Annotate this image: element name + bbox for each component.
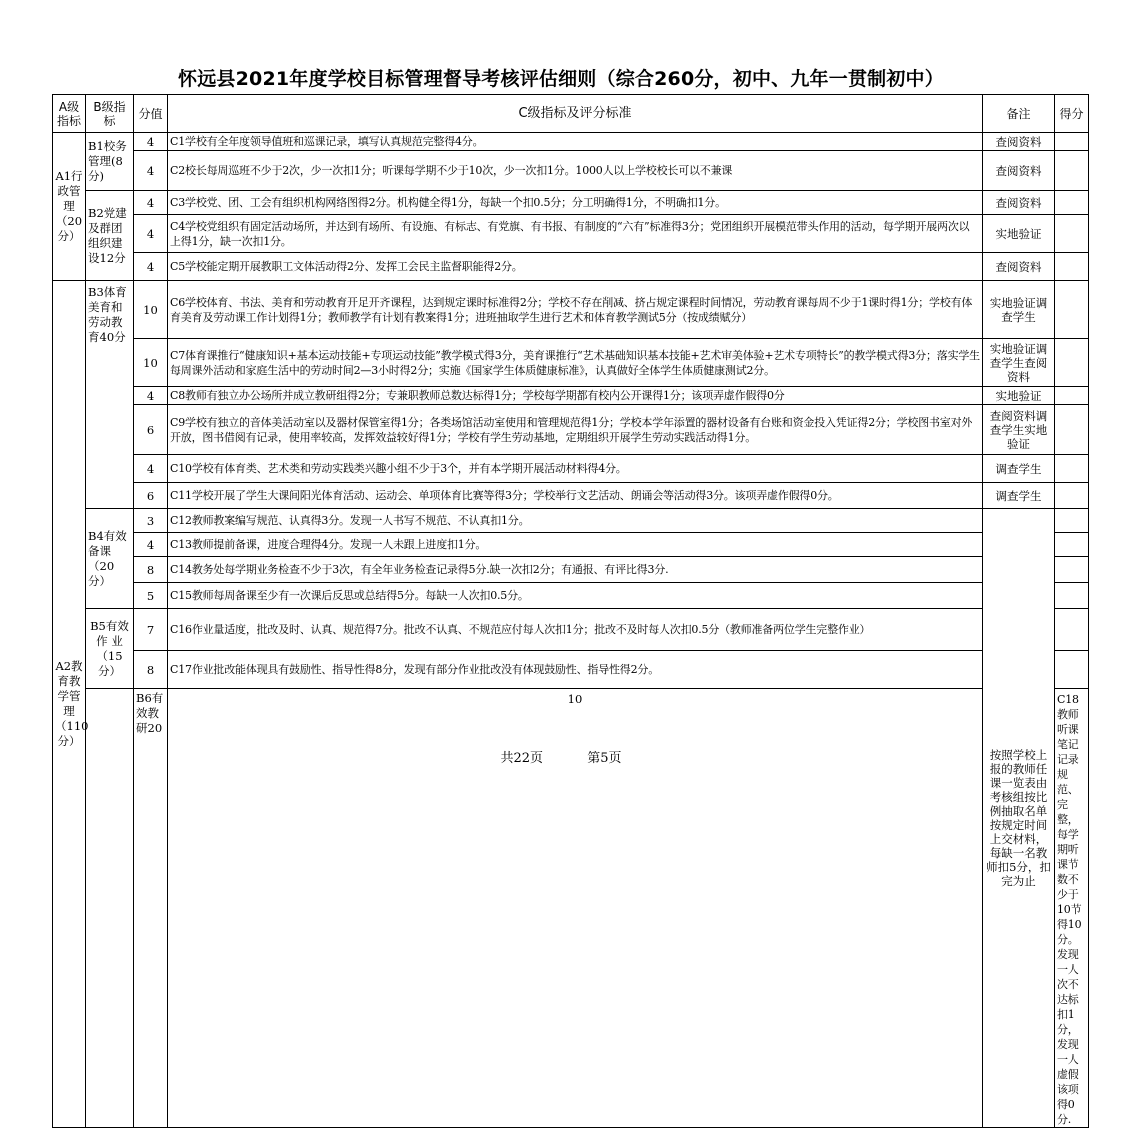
note-cell: 实地验证	[983, 387, 1055, 405]
score-input-cell[interactable]	[1055, 387, 1089, 405]
table-row	[53, 281, 1089, 339]
table-row	[53, 387, 1089, 405]
score-input-cell[interactable]	[1055, 253, 1089, 281]
header-c-level: C级指标及评分标准	[168, 95, 983, 133]
score-cell: 4	[134, 387, 168, 405]
criteria-cell: C1学校有全年度领导值班和巡课记录，填写认真规范完整得4分。	[168, 133, 983, 151]
score-cell: 4	[134, 151, 168, 191]
b-group-label: B1校务管理(8分)	[86, 133, 134, 191]
table-row	[53, 191, 1089, 215]
page-footer	[0, 747, 1122, 766]
score-input-cell[interactable]	[1055, 651, 1089, 689]
header-note: 备注	[983, 95, 1055, 133]
score-input-cell[interactable]	[1055, 609, 1089, 651]
criteria-cell: C2校长每周巡班不少于2次，少一次扣1分；听课每学期不少于10次，少一次扣1分。1000人以上学校校长可以不兼课	[168, 151, 983, 191]
score-cell: 8	[134, 557, 168, 583]
table-row	[53, 253, 1089, 281]
score-cell: 4	[134, 133, 168, 151]
header-a-level: A级指标	[53, 95, 86, 133]
header-score: 分值	[134, 95, 168, 133]
score-input-cell[interactable]	[1055, 133, 1089, 151]
b-group-label: B3体育美育和劳动教育40分	[86, 281, 134, 509]
score-input-cell[interactable]	[1055, 339, 1089, 387]
score-cell: 10	[168, 689, 983, 1128]
score-input-cell[interactable]	[1055, 509, 1089, 533]
b-group-label: B4有效备课（20分）	[86, 509, 134, 609]
score-cell: 10	[134, 281, 168, 339]
note-cell: 实地验证	[983, 215, 1055, 253]
table-row	[53, 557, 1089, 583]
score-cell: 6	[134, 483, 168, 509]
criteria-cell: C7体育课推行“健康知识+基本运动技能+专项运动技能”教学模式得3分，美育课推行“艺术基础知识基本技能+艺术审美体验+艺术专项特长”的教学模式得3分；落实学生每周课外活动和家庭生活中的劳动时间2—3小时得2分；实施《国家学生体质健康标准》，认真做好全体学生体质健康测试2分。	[168, 339, 983, 387]
note-cell: 查阅资料	[983, 151, 1055, 191]
score-cell: 6	[134, 405, 168, 455]
note-cell: 查阅资料	[983, 191, 1055, 215]
criteria-cell: C13教师提前备课，进度合理得4分。发现一人未跟上进度扣1分。	[168, 533, 983, 557]
score-cell: 4	[134, 191, 168, 215]
criteria-cell: C5学校能定期开展教职工文体活动得2分、发挥工会民主监督职能得2分。	[168, 253, 983, 281]
score-cell: 5	[134, 583, 168, 609]
score-cell: 10	[134, 339, 168, 387]
table-row	[53, 483, 1089, 509]
table-row	[53, 651, 1089, 689]
table-row	[53, 405, 1089, 455]
score-input-cell[interactable]	[1055, 455, 1089, 483]
note-cell: 查阅资料	[983, 253, 1055, 281]
criteria-cell: C10学校有体育类、艺术类和劳动实践类兴趣小组不少于3个，并有本学期开展活动材料得4分。	[168, 455, 983, 483]
criteria-cell: C4学校党组织有固定活动场所，并达到有场所、有设施、有标志、有党旗、有书报、有制度的“六有”标准得3分；党团组织开展模范带头作用的活动，每学期开展两次以上得1分，缺一次扣1分。	[168, 215, 983, 253]
score-input-cell[interactable]	[1055, 281, 1089, 339]
criteria-cell: C17作业批改能体现具有鼓励性、指导性得8分，发现有部分作业批改没有体现鼓励性、指导性得2分。	[168, 651, 983, 689]
table-row	[53, 339, 1089, 387]
score-cell: 4	[134, 533, 168, 557]
merged-note-cell: 按照学校上报的教师任课一览表由考核组按比例抽取名单按规定时间上交材料，每缺一名教师扣5分，扣完为止	[983, 509, 1055, 1128]
a-group-label: A2教育教学管理（110分）	[53, 281, 86, 1128]
header-row	[53, 95, 1089, 133]
criteria-cell: C9学校有独立的音体美活动室以及器材保管室得1分；各类场馆活动室使用和管理规范得1分；学校本学年添置的器材设备有台账和资金投入凭证得2分；学校图书室对外开放，图书借阅有记录，使用率较高，发挥效益较好得1分；学校有学生劳动基地，定期组织开展学生劳动实践活动得1分。	[168, 405, 983, 455]
table-row	[53, 151, 1089, 191]
table-row	[53, 133, 1089, 151]
page-title: 怀远县2021年度学校目标管理督导考核评估细则（综合260分，初中、九年一贯制初中）	[178, 68, 944, 90]
score-input-cell[interactable]	[1055, 583, 1089, 609]
header-b-level: B级指标	[86, 95, 134, 133]
criteria-cell: C6学校体育、书法、美育和劳动教育开足开齐课程，达到规定课时标准得2分；学校不存在削减、挤占规定课程时间情况，劳动教育课每周不少于1课时得1分；学校有体育美育及劳动课工作计划得1分；教师教学有计划有教案得1分；进班抽取学生进行艺术和体育教学测试5分（按成绩赋分）	[168, 281, 983, 339]
score-cell: 4	[134, 253, 168, 281]
b-group-label: B5有效作 业（15分）	[86, 609, 134, 689]
criteria-cell: C11学校开展了学生大课间阳光体育活动、运动会、单项体育比赛等得3分；学校举行文艺活动、朗诵会等活动得3分。该项弄虚作假得0分。	[168, 483, 983, 509]
score-input-cell[interactable]	[1055, 191, 1089, 215]
note-cell: 调查学生	[983, 483, 1055, 509]
b-group-label: B6有效教研20	[134, 689, 168, 1128]
score-input-cell[interactable]	[1055, 483, 1089, 509]
score-cell: 4	[134, 455, 168, 483]
table-row	[53, 509, 1089, 533]
score-cell: 8	[134, 651, 168, 689]
score-input-cell[interactable]	[1055, 151, 1089, 191]
criteria-cell: C15教师每周备课至少有一次课后反思或总结得5分。每缺一人次扣0.5分。	[168, 583, 983, 609]
note-cell: 查阅资料	[983, 133, 1055, 151]
criteria-cell: C14教务处每学期业务检查不少于3次，有全年业务检查记录得5分.缺一次扣2分；有通报、有评比得3分.	[168, 557, 983, 583]
score-input-cell[interactable]	[1055, 405, 1089, 455]
criteria-cell: C8教师有独立办公场所并成立教研组得2分；专兼职教师总数达标得1分；学校每学期都有校内公开课得1分；该项弄虚作假得0分	[168, 387, 983, 405]
score-cell: 7	[134, 609, 168, 651]
table-row	[53, 583, 1089, 609]
score-input-cell[interactable]	[1055, 557, 1089, 583]
note-cell: 调查学生	[983, 455, 1055, 483]
note-cell: 查阅资料调查学生实地验证	[983, 405, 1055, 455]
criteria-cell: C16作业量适度，批改及时、认真、规范得7分。批改不认真、不规范应付每人次扣1分；批改不及时每人次扣0.5分（教师准备两位学生完整作业）	[168, 609, 983, 651]
a-group-label: A1行政管理（20分）	[53, 133, 86, 281]
score-input-cell[interactable]	[1055, 533, 1089, 557]
evaluation-table	[52, 94, 1089, 1128]
criteria-cell: C12教师教案编写规范、认真得3分。发现一人书写不规范、不认真扣1分。	[168, 509, 983, 533]
current-page: 第5页	[587, 751, 622, 766]
note-cell: 实地验证调查学生	[983, 281, 1055, 339]
score-cell: 4	[134, 215, 168, 253]
table-row	[53, 533, 1089, 557]
score-cell: 3	[134, 509, 168, 533]
table-row	[53, 215, 1089, 253]
criteria-cell: C18教师听课笔记记录规范、完整，每学期听课节数不少于10节得10分。发现一人次不达标扣1分，发现一人虚假该项得0分.	[1055, 689, 1089, 1128]
header-got: 得分	[1055, 95, 1089, 133]
total-pages: 共22页	[500, 751, 544, 766]
table-row	[53, 609, 1089, 651]
table-row	[53, 455, 1089, 483]
note-cell: 实地验证调查学生查阅资料	[983, 339, 1055, 387]
score-input-cell[interactable]	[1055, 215, 1089, 253]
b-group-label: B2党建及群团组织建设12分	[86, 191, 134, 281]
criteria-cell: C3学校党、团、工会有组织机构网络图得2分。机构健全得1分，每缺一个扣0.5分；分工明确得1分，不明确扣1分。	[168, 191, 983, 215]
